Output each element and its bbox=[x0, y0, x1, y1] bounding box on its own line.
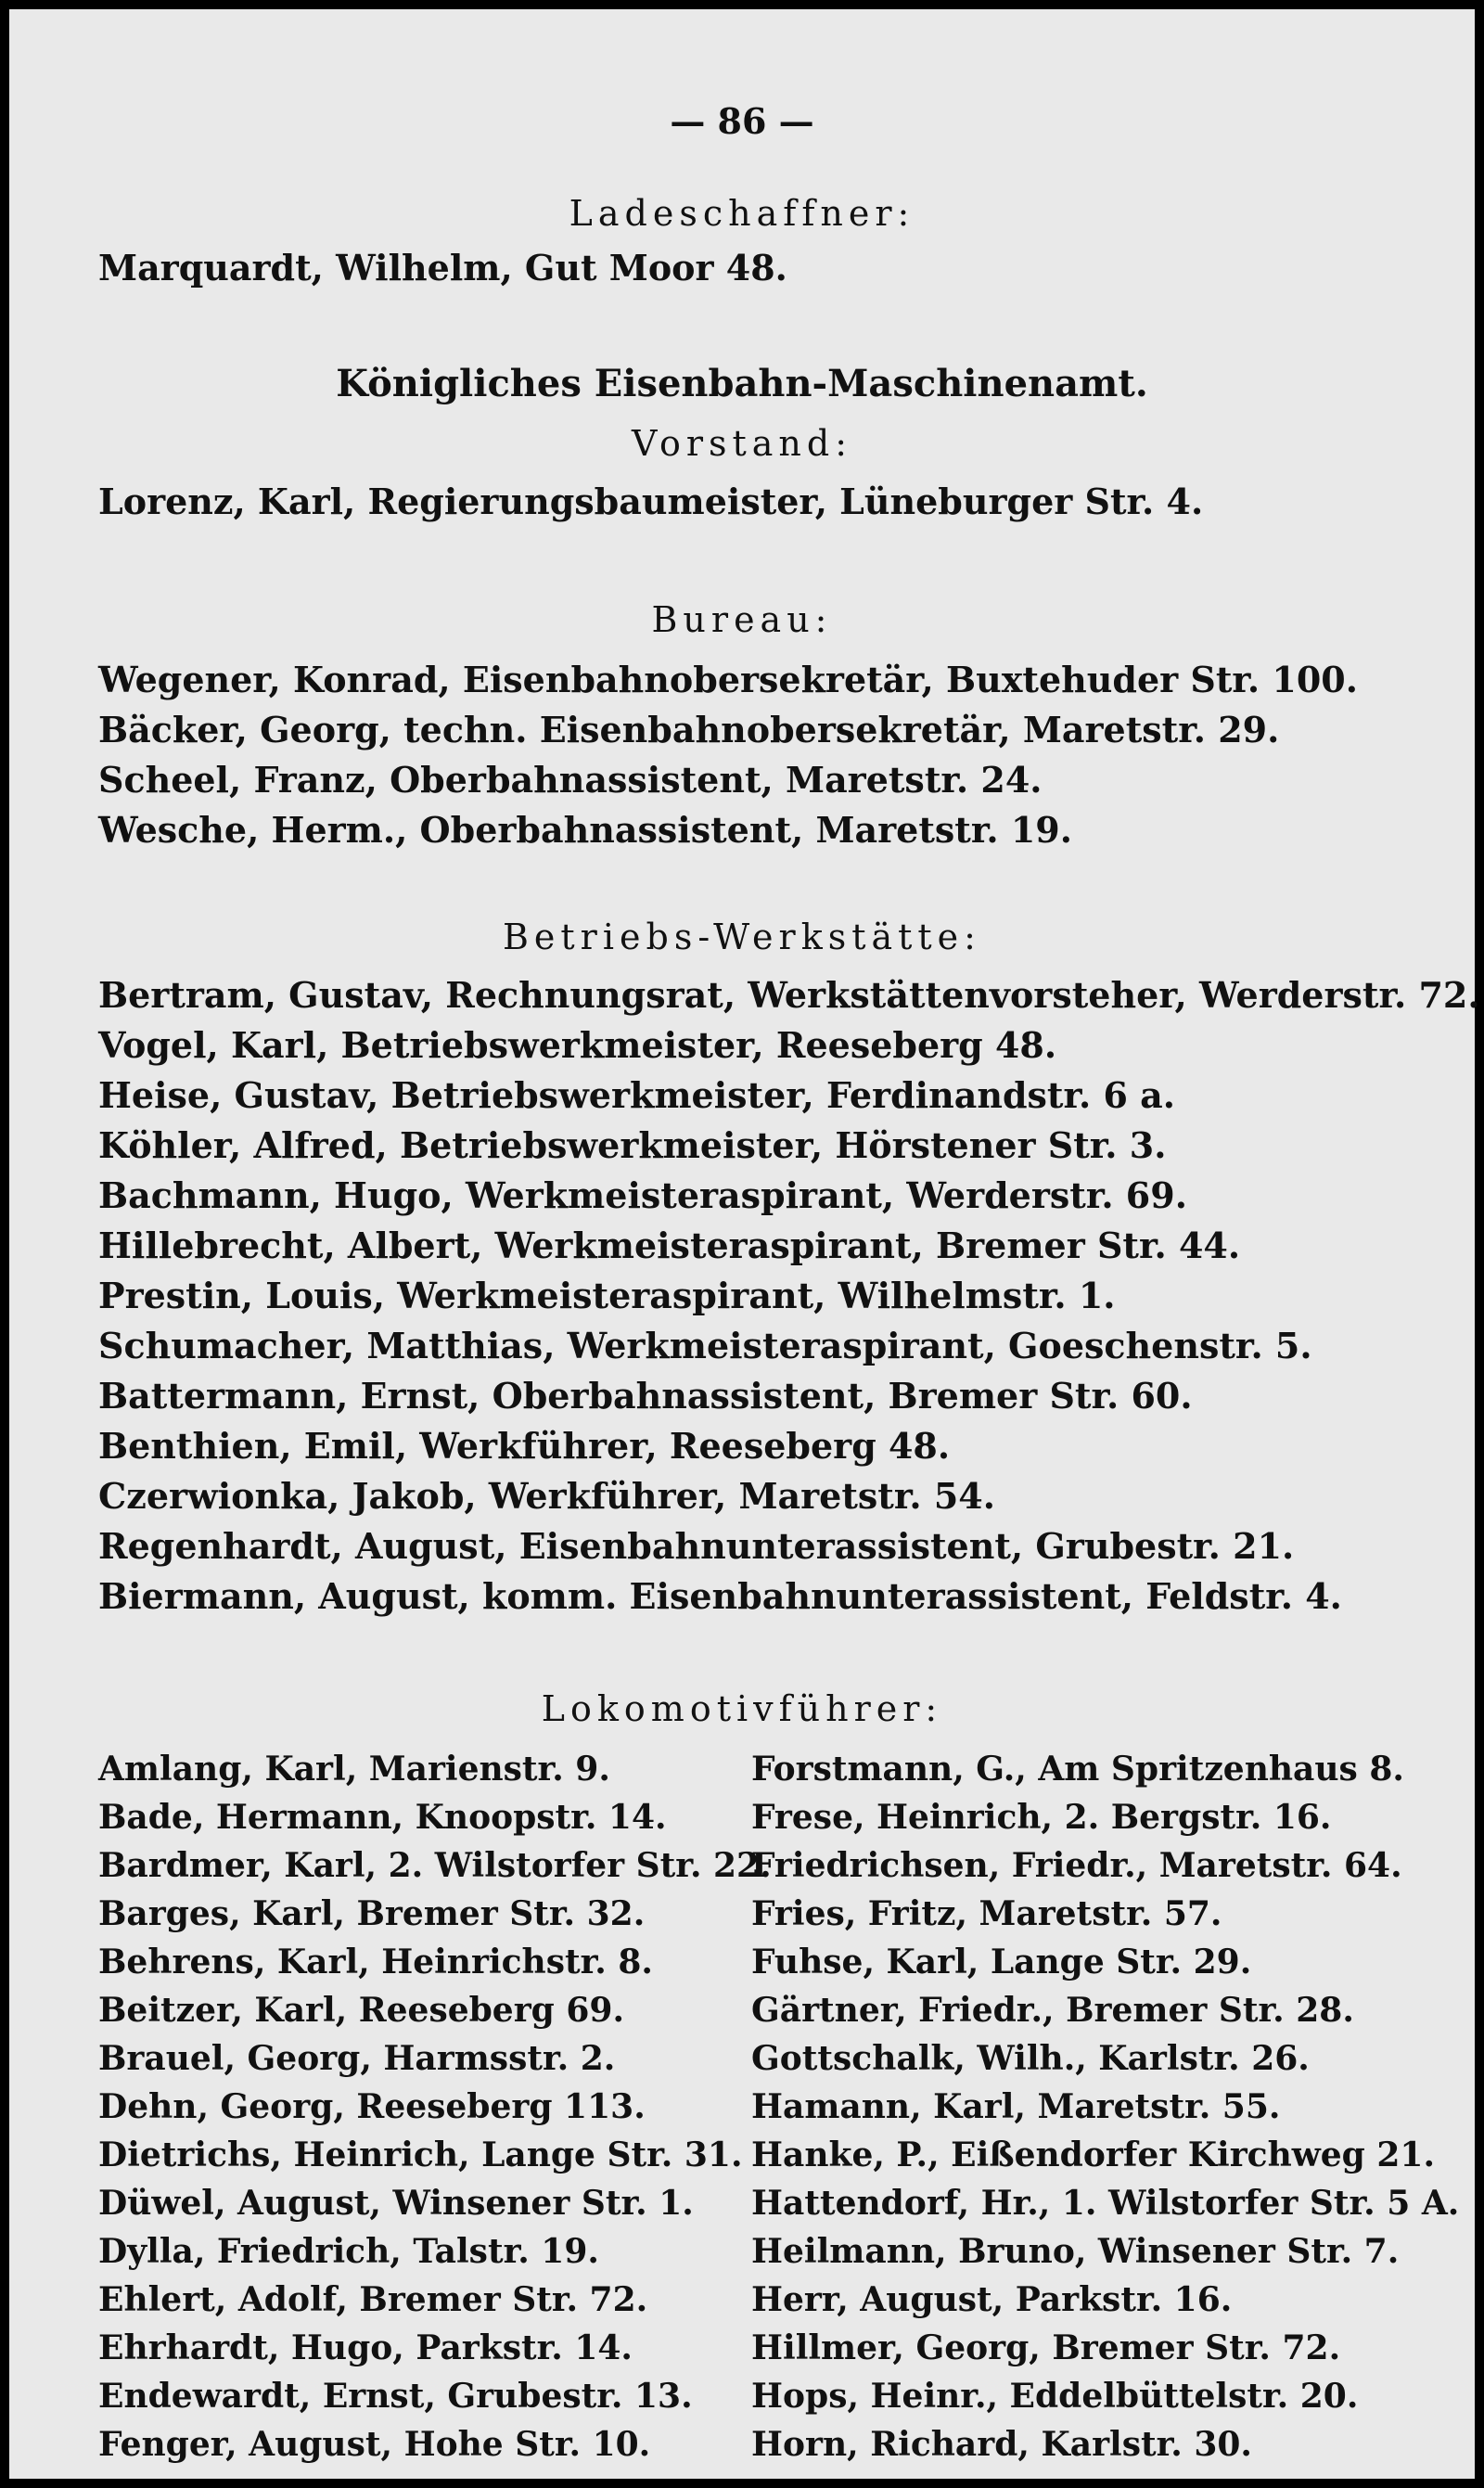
entry-right: Gottschalk, Wilh., Karlstr. 26. bbox=[751, 2039, 1310, 2078]
entry-left: Düwel, August, Winsener Str. 1. bbox=[98, 2184, 694, 2223]
entry-left: Brauel, Georg, Harmsstr. 2. bbox=[98, 2039, 616, 2078]
entry-left: Dietrichs, Heinrich, Lange Str. 31. bbox=[98, 2135, 743, 2174]
entry-left: Fenger, August, Hohe Str. 10. bbox=[98, 2425, 651, 2464]
entry-bureau: Wesche, Herm., Oberbahnassistent, Maretstr. 19. bbox=[98, 809, 1072, 851]
entry-werkstaette: Battermann, Ernst, Oberbahnassistent, Bremer Str. 60. bbox=[98, 1375, 1193, 1417]
heading-werkstaette: Betriebs-Werkstätte: bbox=[503, 917, 981, 957]
heading-lokomotivfuehrer: Lokomotivführer: bbox=[541, 1688, 943, 1729]
entry-left: Beitzer, Karl, Reeseberg 69. bbox=[98, 1991, 624, 2030]
entry-left: Dylla, Friedrich, Talstr. 19. bbox=[98, 2232, 599, 2271]
page bbox=[9, 9, 1480, 2479]
entry-right: Fries, Fritz, Maretstr. 57. bbox=[751, 1894, 1222, 1933]
entry-left: Amlang, Karl, Marienstr. 9. bbox=[98, 1750, 610, 1789]
entry-right: Heilmann, Bruno, Winsener Str. 7. bbox=[751, 2232, 1400, 2271]
entry-left: Dehn, Georg, Reeseberg 113. bbox=[98, 2087, 646, 2126]
institution-title: Königliches Eisenbahn-Maschinenamt. bbox=[336, 362, 1148, 405]
entry-right: Hops, Heinr., Eddelbüttelstr. 20. bbox=[751, 2377, 1359, 2416]
entry-right: Hanke, P., Eißendorfer Kirchweg 21. bbox=[751, 2135, 1435, 2174]
entry-werkstaette: Czerwionka, Jakob, Werkführer, Maretstr. 54. bbox=[98, 1475, 995, 1517]
entry-right: Herr, August, Parkstr. 16. bbox=[751, 2280, 1233, 2319]
entry-werkstaette: Bachmann, Hugo, Werkmeisteraspirant, Werderstr. 69. bbox=[98, 1174, 1187, 1216]
heading-bureau: Bureau: bbox=[651, 599, 833, 640]
entry-right: Horn, Richard, Karlstr. 30. bbox=[751, 2425, 1252, 2464]
entry-right: Hillmer, Georg, Bremer Str. 72. bbox=[751, 2328, 1341, 2367]
entry-bureau: Scheel, Franz, Oberbahnassistent, Maretstr. 24. bbox=[98, 759, 1043, 801]
entry-left: Ehrhardt, Hugo, Parkstr. 14. bbox=[98, 2328, 633, 2367]
entry-left: Ehlert, Adolf, Bremer Str. 72. bbox=[98, 2280, 648, 2319]
entry-right: Frese, Heinrich, 2. Bergstr. 16. bbox=[751, 1798, 1332, 1837]
entry-werkstaette: Vogel, Karl, Betriebswerkmeister, Reeseberg 48. bbox=[98, 1024, 1057, 1066]
entry-werkstaette: Hillebrecht, Albert, Werkmeisteraspirant, Bremer Str. 44. bbox=[98, 1225, 1241, 1266]
entry-right: Forstmann, G., Am Spritzenhaus 8. bbox=[751, 1750, 1404, 1789]
entry-bureau: Wegener, Konrad, Eisenbahnobersekretär, Buxtehuder Str. 100. bbox=[98, 659, 1358, 700]
entry-right: Hattendorf, Hr., 1. Wilstorfer Str. 5 A. bbox=[751, 2184, 1460, 2223]
entry-bureau: Bäcker, Georg, techn. Eisenbahnobersekretär, Maretstr. 29. bbox=[98, 709, 1280, 750]
entry-left: Bade, Hermann, Knoopstr. 14. bbox=[98, 1798, 667, 1837]
heading-vorstand: Vorstand: bbox=[631, 423, 853, 464]
entry-left: Endewardt, Ernst, Grubestr. 13. bbox=[98, 2377, 693, 2416]
entry-left: Bardmer, Karl, 2. Wilstorfer Str. 22. bbox=[98, 1846, 772, 1885]
entry-ladeschaffner: Marquardt, Wilhelm, Gut Moor 48. bbox=[98, 247, 787, 289]
entry-left: Barges, Karl, Bremer Str. 32. bbox=[98, 1894, 646, 1933]
heading-ladeschaffner: Ladeschaffner: bbox=[569, 193, 915, 234]
entry-werkstaette: Bertram, Gustav, Rechnungsrat, Werkstättenvorsteher, Werderstr. 72. bbox=[98, 974, 1480, 1016]
entry-werkstaette: Prestin, Louis, Werkmeisteraspirant, Wilhelmstr. 1. bbox=[98, 1275, 1116, 1316]
entry-werkstaette: Köhler, Alfred, Betriebswerkmeister, Hörstener Str. 3. bbox=[98, 1124, 1167, 1166]
entry-werkstaette: Biermann, August, komm. Eisenbahnunterassistent, Feldstr. 4. bbox=[98, 1575, 1342, 1617]
entry-werkstaette: Heise, Gustav, Betriebswerkmeister, Ferdinandstr. 6 a. bbox=[98, 1074, 1175, 1116]
entry-right: Gärtner, Friedr., Bremer Str. 28. bbox=[751, 1991, 1354, 2030]
entry-vorstand: Lorenz, Karl, Regierungsbaumeister, Lüneburger Str. 4. bbox=[98, 481, 1204, 522]
entry-werkstaette: Benthien, Emil, Werkführer, Reeseberg 48. bbox=[98, 1425, 951, 1467]
page-number: — 86 — bbox=[670, 100, 814, 142]
entry-right: Fuhse, Karl, Lange Str. 29. bbox=[751, 1943, 1252, 1981]
entry-werkstaette: Schumacher, Matthias, Werkmeisteraspirant, Goeschenstr. 5. bbox=[98, 1325, 1312, 1366]
entry-werkstaette: Regenhardt, August, Eisenbahnunterassistent, Grubestr. 21. bbox=[98, 1525, 1295, 1567]
entry-right: Friedrichsen, Friedr., Maretstr. 64. bbox=[751, 1846, 1402, 1885]
entry-left: Behrens, Karl, Heinrichstr. 8. bbox=[98, 1943, 653, 1981]
entry-right: Hamann, Karl, Maretstr. 55. bbox=[751, 2087, 1281, 2126]
